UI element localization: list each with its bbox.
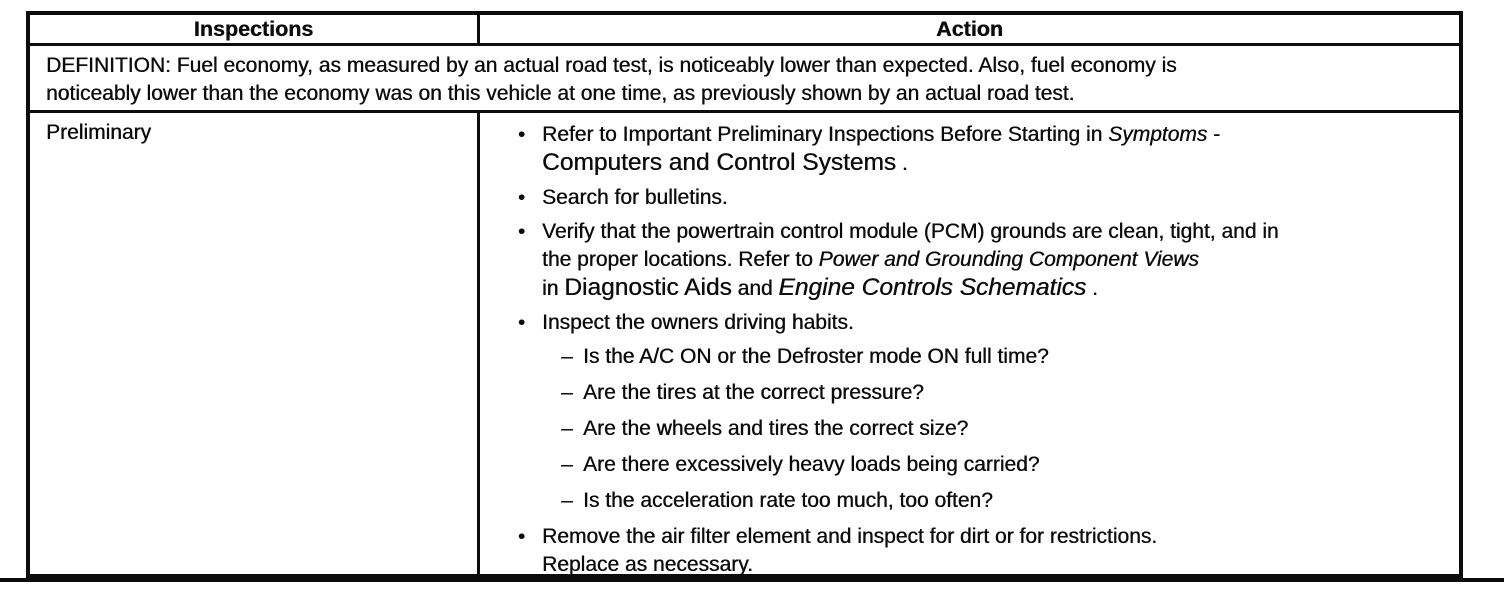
action-bullet-item	[518, 121, 1445, 178]
action-text	[542, 184, 728, 212]
action-list	[480, 121, 1445, 574]
action-text	[542, 523, 1157, 574]
action-dash-item	[561, 451, 1445, 479]
action-text-segment: Replace as necessary.	[542, 553, 753, 574]
action-text-segment: Verify that the powertrain control module (PCM) grounds are clean, tight, and in	[542, 220, 1279, 243]
action-text-segment: Is the acceleration rate too much, too often?	[583, 489, 993, 512]
action-dash-item	[561, 379, 1445, 407]
definition-row	[30, 46, 1459, 113]
table-body-row	[30, 113, 1459, 574]
action-text-segment: Diagnostic Aids	[564, 274, 732, 301]
symptom-diagnostic-table	[26, 11, 1463, 578]
action-bullet-item	[518, 523, 1445, 574]
table-header-row	[30, 15, 1459, 46]
action-dash-item	[561, 487, 1445, 515]
action-text	[542, 121, 1220, 178]
action-bullet-item	[518, 309, 1445, 337]
action-text-segment: and	[731, 277, 779, 300]
action-text-segment: in	[542, 277, 565, 300]
action-text-segment: .	[896, 152, 908, 175]
action-text-segment: Are the wheels and tires the correct size?	[583, 417, 969, 440]
dash-marker: –	[561, 453, 573, 476]
action-text-segment: Are the tires at the correct pressure?	[583, 381, 924, 404]
column-header-inspections: Inspections	[30, 15, 480, 43]
action-text-segment: .	[1086, 277, 1098, 300]
action-text	[583, 343, 1049, 371]
inspection-cell	[30, 113, 480, 574]
dash-marker: –	[561, 381, 573, 404]
dash-marker: –	[561, 417, 573, 440]
action-text-segment: Is the A/C ON or the Defroster mode ON full time?	[583, 345, 1049, 368]
definition-line-1: DEFINITION: Fuel economy, as measured by an actual road test, is noticeably lower than expected. Also, fuel economy is	[46, 54, 1177, 77]
action-text-segment: Refer to Important Preliminary Inspections Before Starting in	[542, 123, 1109, 146]
action-text-segment: Engine Controls Schematics	[778, 274, 1087, 301]
page-bottom-rule	[0, 578, 1504, 582]
action-text-segment: Are there excessively heavy loads being carried?	[583, 453, 1040, 476]
bullet-marker: •	[518, 187, 526, 209]
bullet-marker: •	[518, 312, 526, 334]
inspection-label: Preliminary	[46, 121, 152, 144]
action-dash-item	[561, 343, 1445, 371]
action-text-segment: Inspect the owners driving habits.	[542, 311, 854, 334]
action-text	[583, 379, 924, 407]
action-text-segment: Symptoms	[1108, 123, 1208, 146]
action-dash-item	[561, 415, 1445, 443]
dash-marker: –	[561, 345, 573, 368]
action-text	[542, 309, 854, 337]
action-text-segment: -	[1207, 123, 1221, 146]
action-text-segment: Computers and Control Systems	[542, 149, 897, 176]
action-text	[583, 487, 993, 515]
action-text	[583, 451, 1039, 479]
dash-marker: –	[561, 489, 573, 512]
action-text	[583, 415, 968, 443]
bullet-marker: •	[518, 124, 526, 146]
action-text	[542, 218, 1279, 303]
action-text-segment: Power and Grounding Component Views	[818, 248, 1199, 271]
action-bullet-item	[518, 184, 1445, 212]
action-text-segment: Search for bulletins.	[542, 186, 728, 209]
action-cell	[480, 113, 1459, 574]
action-text-segment: Remove the air filter element and inspect for dirt or for restrictions.	[542, 525, 1158, 548]
bullet-marker: •	[518, 526, 526, 548]
bullet-marker: •	[518, 221, 526, 243]
action-text-segment: the proper locations. Refer to	[542, 248, 819, 271]
definition-line-2: noticeably lower than the economy was on this vehicle at one time, as previously shown by an actual road test.	[46, 82, 1075, 105]
column-header-action: Action	[936, 16, 1003, 41]
action-bullet-item	[518, 218, 1445, 303]
